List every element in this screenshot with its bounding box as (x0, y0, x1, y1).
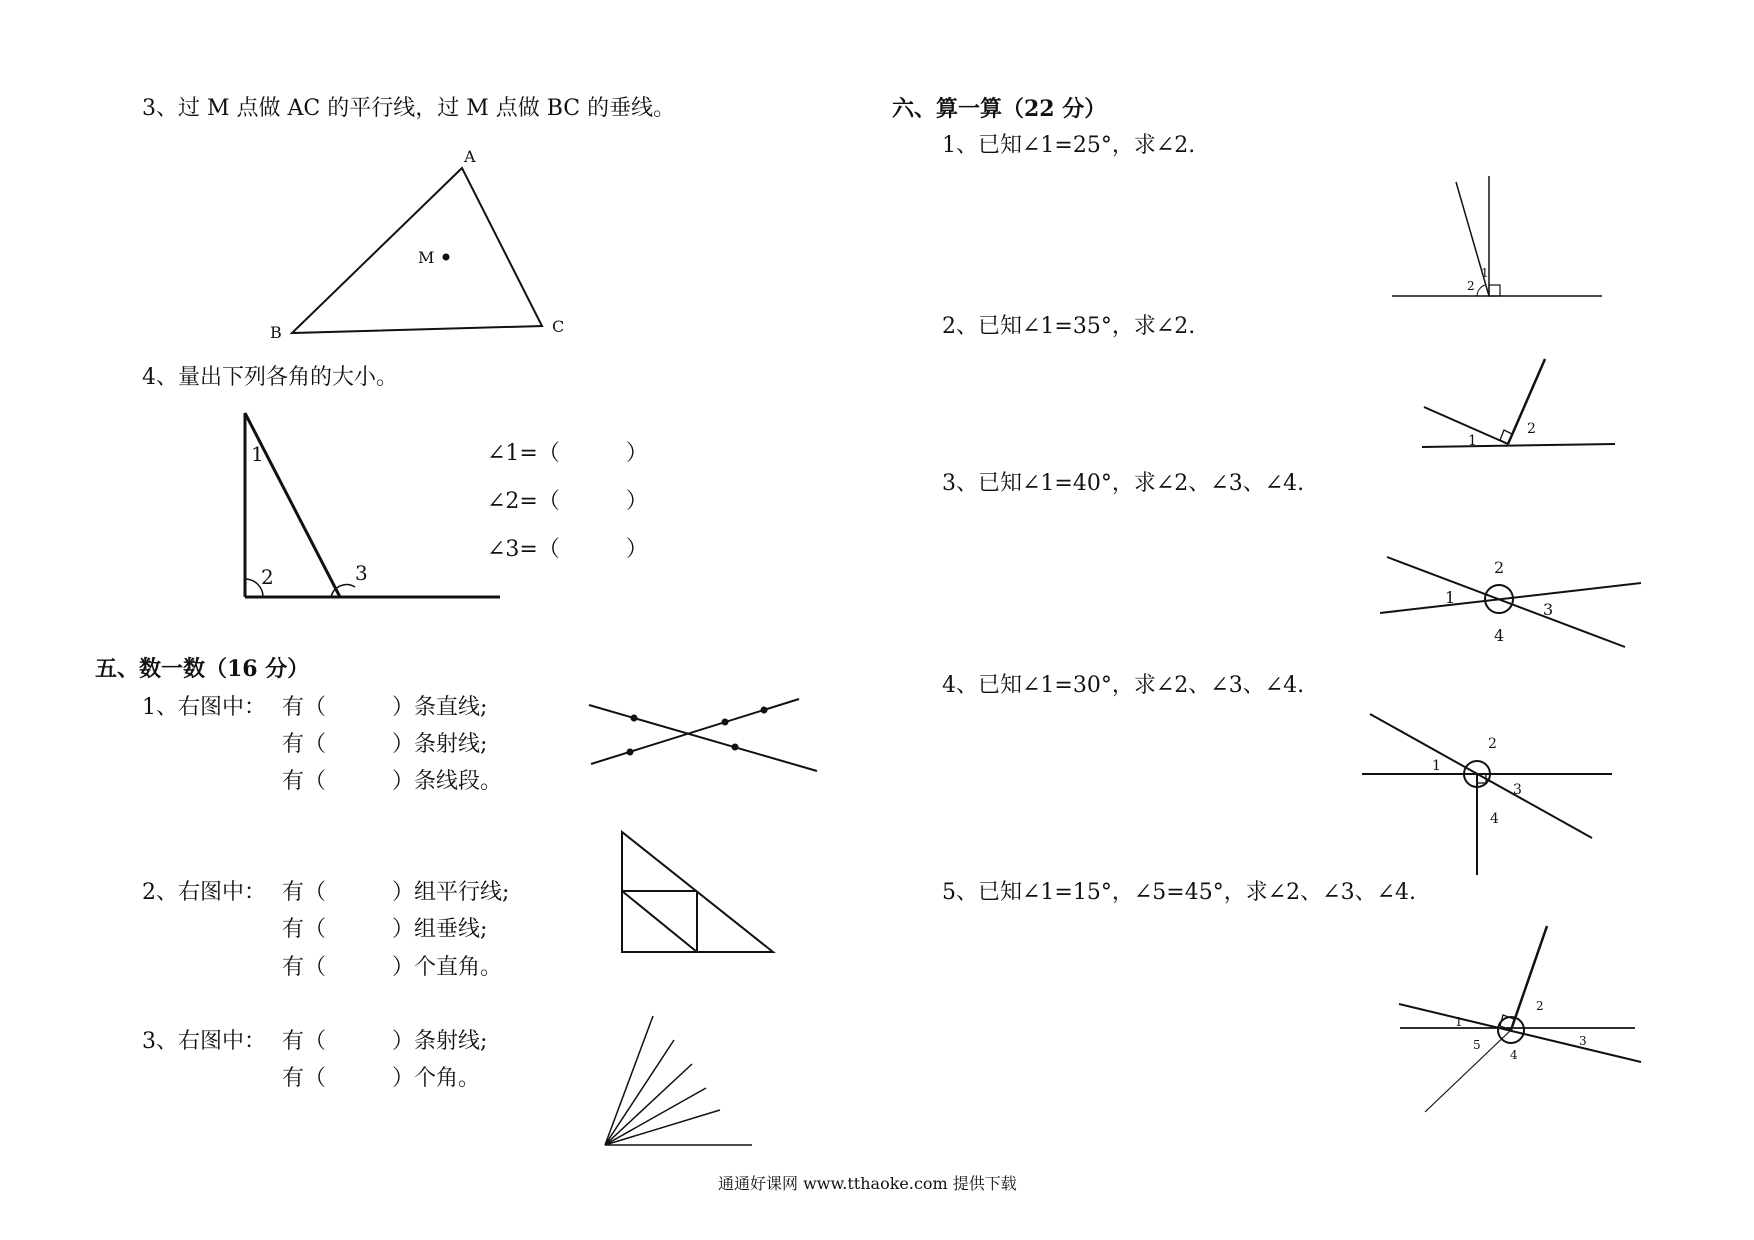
s5-q3-line-2: 有（ ）个角。 (282, 1066, 481, 1091)
point-m (443, 254, 450, 261)
s6-q4-text: 4、已知∠1=30°，求∠2、∠3、∠4. (942, 673, 1305, 698)
s6-q5-label-3: 3 (1579, 1034, 1587, 1048)
s5-q1-line-3: 有（ ）条线段。 (282, 769, 503, 794)
label-m: M (418, 248, 435, 267)
s6-q3-label-2: 2 (1494, 558, 1505, 577)
angles-figure (235, 405, 515, 605)
question-4-text: 4、量出下列各角的大小。 (142, 365, 398, 390)
s6-q5-figure (1395, 920, 1655, 1120)
s6-q4-label-3: 3 (1513, 782, 1522, 798)
angle-label-2: 2 (261, 565, 274, 589)
s5-q1-line-2: 有（ ）条射线; (282, 732, 488, 757)
s5-q2-line-1: 有（ ）组平行线; (282, 880, 510, 905)
s6-q3-text: 3、已知∠1=40°，求∠2、∠3、∠4. (942, 471, 1305, 496)
angle-label-1: 1 (251, 442, 264, 466)
s5-q2-prefix: 2、右图中： (142, 880, 266, 905)
s6-q1-label-1: 1 (1481, 266, 1489, 280)
triangle-abc (292, 168, 542, 333)
s6-q3-label-1: 1 (1445, 588, 1456, 607)
s5-q3-line-1: 有（ ）条射线; (282, 1029, 488, 1054)
s6-q2-text: 2、已知∠1=35°，求∠2. (942, 314, 1196, 339)
s6-q3-label-3: 3 (1543, 600, 1554, 619)
label-c: C (552, 317, 565, 336)
s6-q3-label-4: 4 (1494, 626, 1505, 645)
section-5-title: 五、数一数（16 分） (95, 656, 310, 682)
s6-q2-label-2: 2 (1527, 421, 1536, 437)
s6-q5-label-2: 2 (1536, 999, 1544, 1013)
s6-q2-label-1: 1 (1468, 433, 1477, 449)
angle-3-answer: ∠3=（ ） (487, 537, 648, 562)
s6-q5-label-4: 4 (1510, 1048, 1518, 1062)
s6-q5-text: 5、已知∠1=15°，∠5=45°，求∠2、∠3、∠4. (942, 880, 1416, 905)
footer-credit: 通通好课网 www.tthaoke.com 提供下载 (718, 1174, 1017, 1193)
triangle-abc-figure (250, 140, 580, 340)
label-a: A (464, 147, 476, 166)
s6-q4-label-2: 2 (1488, 736, 1497, 752)
angle-label-3: 3 (355, 561, 368, 585)
s6-q5-label-1: 1 (1455, 1015, 1463, 1029)
s6-q1-label-2: 2 (1467, 279, 1475, 293)
angle-1-answer: ∠1=（ ） (487, 441, 648, 466)
angle-2-answer: ∠2=（ ） (487, 489, 648, 514)
s6-q4-label-4: 4 (1490, 811, 1499, 827)
s5-q1-prefix: 1、右图中： (142, 695, 266, 720)
s6-q4-figure (1360, 710, 1620, 880)
s5-q2-line-3: 有（ ）个直角。 (282, 955, 503, 980)
s5-q2-line-2: 有（ ）组垂线; (282, 917, 488, 942)
label-b: B (270, 323, 282, 342)
s6-q5-label-5: 5 (1473, 1038, 1481, 1052)
crossing-lines-figure (585, 685, 825, 795)
section-6-title: 六、算一算（22 分） (892, 96, 1107, 122)
s6-q3-figure (1375, 545, 1655, 655)
s6-q1-text: 1、已知∠1=25°，求∠2. (942, 133, 1196, 158)
s6-q1-figure (1390, 170, 1610, 305)
question-3-text: 3、过 M 点做 AC 的平行线，过 M 点做 BC 的垂线。 (142, 96, 676, 121)
s6-q2-figure (1420, 355, 1620, 455)
triangle-square-figure (618, 828, 778, 958)
rays-figure (600, 1010, 770, 1150)
s6-q4-label-1: 1 (1432, 758, 1441, 774)
s5-q3-prefix: 3、右图中： (142, 1029, 266, 1054)
s5-q1-line-1: 有（ ）条直线; (282, 695, 488, 720)
